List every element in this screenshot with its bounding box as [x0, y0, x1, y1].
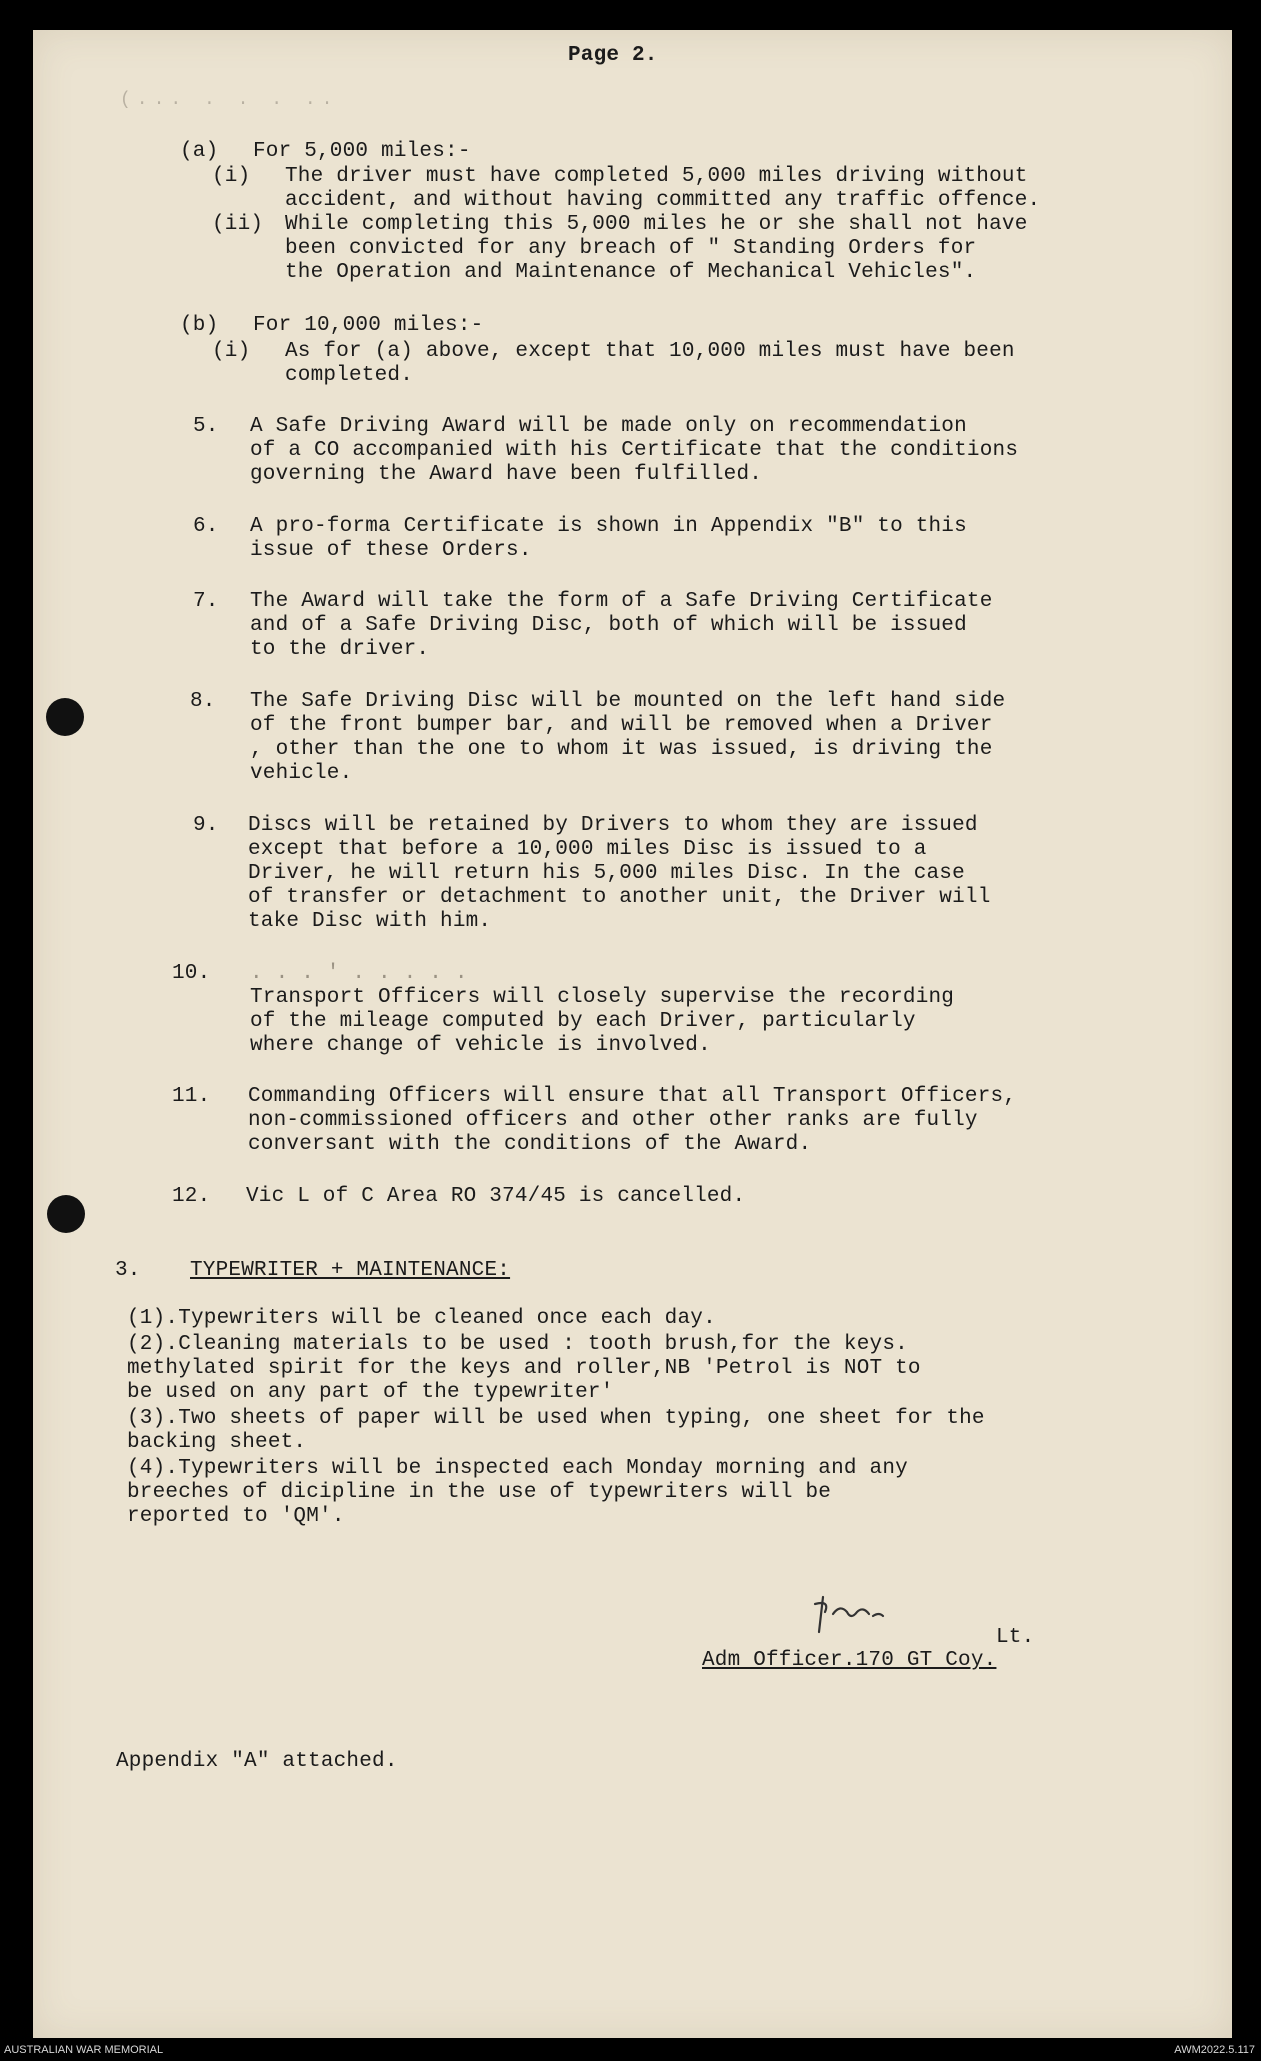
- section-a-label: (a): [180, 140, 219, 163]
- paragraph-line: issue of these Orders.: [250, 539, 532, 562]
- paragraph-line: Transport Officers will closely supervise the recording: [250, 986, 955, 1009]
- paragraph-number: 9.: [193, 814, 219, 837]
- paragraph-number: 11.: [172, 1085, 211, 1108]
- item-line: accident, and without having committed any traffic offence.: [285, 189, 1041, 212]
- paragraph-line: Commanding Officers will ensure that all Transport Officers,: [248, 1085, 1017, 1108]
- punch-hole: [47, 1195, 85, 1233]
- item-num: (i): [212, 340, 251, 363]
- paragraph-number: 5.: [193, 415, 219, 438]
- paragraph-line: except that before a 10,000 miles Disc is issued to a: [248, 838, 927, 861]
- faded-text: (... . . . ..: [120, 90, 339, 110]
- section-heading: TYPEWRITER + MAINTENANCE:: [190, 1259, 511, 1282]
- punch-hole: [46, 698, 84, 736]
- item-num: (i): [212, 165, 251, 188]
- paragraph-line: A Safe Driving Award will be made only on recommendation: [250, 415, 967, 438]
- item-line: The driver must have completed 5,000 miles driving without: [285, 165, 1028, 188]
- item-line: As for (a) above, except that 10,000 miles must have been: [285, 340, 1015, 363]
- item-num: (ii): [212, 213, 264, 236]
- list-item-line: (3).Two sheets of paper will be used when typing, one sheet for the: [127, 1407, 985, 1430]
- paragraph-line: Discs will be retained by Drivers to whom they are issued: [248, 814, 978, 837]
- paragraph-line: and of a Safe Driving Disc, both of which will be issued: [250, 614, 967, 637]
- paragraph-line: governing the Award have been fulfilled.: [250, 463, 763, 486]
- paragraph-line: , other than the one to whom it was issued, is driving the: [250, 738, 993, 761]
- signature-rank: Lt.: [996, 1626, 1035, 1649]
- list-item-line: (2).Cleaning materials to be used : tooth brush,for the keys.: [127, 1333, 908, 1356]
- paragraph-number: 10.: [172, 962, 211, 985]
- list-item-line: (4).Typewriters will be inspected each Monday morning and any: [127, 1457, 908, 1480]
- paragraph-line: A pro-forma Certificate is shown in Appendix "B" to this: [250, 515, 967, 538]
- paragraph-line: non-commissioned officers and other other ranks are fully: [248, 1109, 978, 1132]
- paragraph-line: to the driver.: [250, 638, 430, 661]
- paragraph-line: take Disc with him.: [248, 910, 492, 933]
- item-line: While completing this 5,000 miles he or she shall not have: [285, 213, 1028, 236]
- list-item-line: breeches of dicipline in the use of typewriters will be: [127, 1481, 832, 1504]
- appendix-note: Appendix "A" attached.: [116, 1750, 398, 1773]
- paragraph-number: 6.: [193, 515, 219, 538]
- section-a-title: For 5,000 miles:-: [253, 140, 471, 163]
- paragraph-line: The Award will take the form of a Safe Driving Certificate: [250, 590, 993, 613]
- paragraph-line: conversant with the conditions of the Award.: [248, 1133, 812, 1156]
- page-number: Page 2.: [568, 44, 658, 67]
- paragraph-number: 12.: [172, 1185, 211, 1208]
- list-item-line: methylated spirit for the keys and roller,NB 'Petrol is NOT to: [127, 1357, 921, 1380]
- list-item-line: be used on any part of the typewriter': [127, 1381, 614, 1404]
- item-line: been convicted for any breach of " Standing Orders for: [285, 237, 977, 260]
- section-number: 3.: [115, 1259, 141, 1282]
- list-item-line: backing sheet.: [127, 1431, 307, 1454]
- section-b-title: For 10,000 miles:-: [253, 314, 484, 337]
- section-b-label: (b): [180, 314, 219, 337]
- paragraph-line: where change of vehicle is involved.: [250, 1034, 711, 1057]
- paragraph-number: 7.: [193, 590, 219, 613]
- paragraph-line: Driver, he will return his 5,000 miles Disc. In the case: [248, 862, 965, 885]
- signature-title: Adm Officer.170 GT Coy.: [702, 1649, 997, 1672]
- paragraph-line-faded: . . . ' . . . . .: [250, 962, 468, 985]
- list-item-line: (1).Typewriters will be cleaned once each day.: [127, 1307, 716, 1330]
- paragraph-line: The Safe Driving Disc will be mounted on the left hand side: [250, 690, 1006, 713]
- paragraph-line: of a CO accompanied with his Certificate that the conditions: [250, 439, 1019, 462]
- paragraph-line: of transfer or detachment to another unit, the Driver will: [248, 886, 991, 909]
- footer-source: AUSTRALIAN WAR MEMORIAL: [4, 2044, 164, 2056]
- paragraph-line: vehicle.: [250, 762, 353, 785]
- handwritten-signature: [795, 1592, 895, 1647]
- item-line: the Operation and Maintenance of Mechanical Vehicles".: [285, 261, 977, 284]
- paragraph-line: Vic L of C Area RO 374/45 is cancelled.: [246, 1185, 746, 1208]
- paragraph-line: of the front bumper bar, and will be removed when a Driver: [250, 714, 993, 737]
- list-item-line: reported to 'QM'.: [127, 1505, 345, 1528]
- paragraph-line: of the mileage computed by each Driver, particularly: [250, 1010, 916, 1033]
- paragraph-number: 8.: [190, 690, 216, 713]
- footer-id: AWM2022.5.117: [1174, 2044, 1255, 2056]
- item-line: completed.: [285, 364, 414, 387]
